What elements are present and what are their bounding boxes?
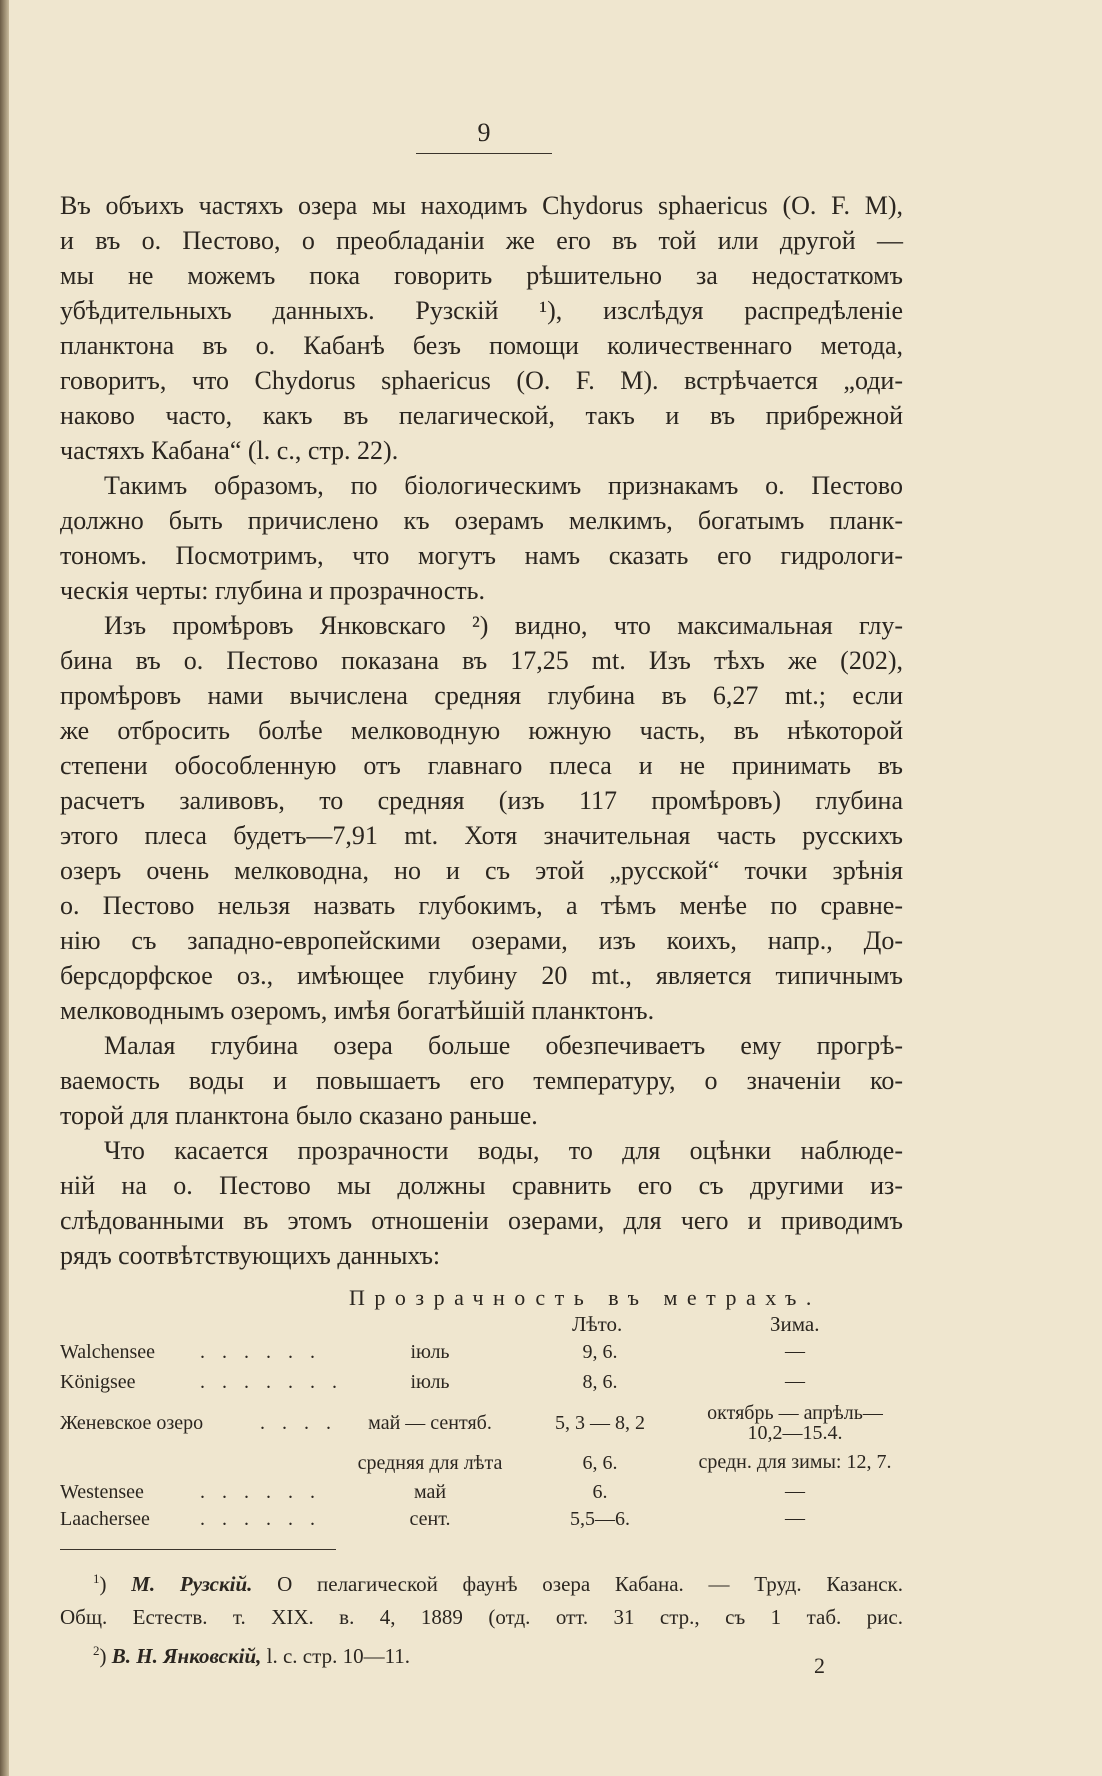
text-line: озеръ очень мелководна, но и съ этой „русской“ точки зрѣнія <box>60 856 903 885</box>
footnote-mark: 2 <box>93 1643 100 1658</box>
text-line: ній на о. Пестово мы должны сравнить его съ другими из- <box>60 1171 903 1200</box>
table-row-average <box>0 1452 1102 1482</box>
text-line: Такимъ образомъ, по біологическимъ признакамъ о. Пестово <box>104 471 903 500</box>
text-line: ческія черты: глубина и прозрачность. <box>60 576 486 605</box>
observation-months: сент. <box>409 1508 451 1530</box>
text-line: же отбросить болѣе мелководную южную часть, въ нѣкоторой <box>60 716 903 745</box>
text-line: должно быть причислено къ озерамъ мелкимъ, богатымъ планк- <box>60 506 903 535</box>
column-header-summer: Лѣто. <box>572 1312 623 1336</box>
body-text <box>60 188 903 1273</box>
winter-value-line-1: октябрь — апрѣль— <box>707 1402 883 1424</box>
lake-name: Walchensee <box>60 1341 155 1363</box>
table-row <box>0 1371 1102 1401</box>
paragraph-1 <box>60 188 903 468</box>
winter-value: средн. для зимы: 12, 7. <box>698 1451 892 1473</box>
footnote-author: В. Н. Янковскій, <box>111 1644 262 1668</box>
observation-months: май <box>413 1481 447 1503</box>
text-line: берсдорфское оз., имѣющее глубину 20 mt., является типичнымъ <box>60 961 903 990</box>
text-line: промѣровъ нами вычислена средняя глубина въ 6,27 mt.; если <box>60 681 903 710</box>
signature-mark: 2 <box>814 1653 825 1678</box>
footnotes <box>60 1562 903 1673</box>
summer-value: 5,5—6. <box>570 1508 630 1530</box>
observation-months: май — сентяб. <box>368 1412 492 1434</box>
footnote-text: О пелагической фаунѣ озера Кабана. — Труд. Казанск. <box>277 1572 904 1596</box>
page-number: 9 <box>477 118 491 147</box>
text-line: планктона въ о. Кабанѣ безъ помощи количественнаго метода, <box>60 331 903 360</box>
footnote-1-continued: Общ. Естеств. т. XIX. в. 4, 1889 (отд. отт. 31 стр., съ 1 таб. рис. <box>60 1605 903 1629</box>
summer-value: 9, 6. <box>582 1341 618 1363</box>
text-line: бина въ о. Пестово показана въ 17,25 mt. Изъ тѣхъ же (202), <box>60 646 903 675</box>
winter-value: — <box>785 1340 805 1362</box>
footnote-author: М. Рузскій. <box>131 1572 253 1596</box>
lake-name: Женевское озеро <box>60 1412 204 1434</box>
paragraph-2 <box>60 468 903 608</box>
text-line: Малая глубина озера больше обезпечиваетъ ему прогрѣ- <box>104 1031 903 1060</box>
table-row <box>0 1341 1102 1371</box>
winter-value <box>680 1403 910 1443</box>
summer-value: 6, 6. <box>582 1452 618 1474</box>
text-line: убѣдительныхъ данныхъ. Рузскій ¹), изслѣдуя распредѣленіе <box>60 296 903 325</box>
lake-name: Westensee <box>60 1481 144 1503</box>
observation-months: іюль <box>410 1341 450 1363</box>
text-line: нію съ западно-европейскими озерами, изъ коихъ, напр., До- <box>60 926 903 955</box>
table-row <box>0 1481 1102 1511</box>
footnote-2: $^2$) В. Н. Янковскій, l. c. стр. 10—11. <box>93 1643 411 1668</box>
text-line: говоритъ, что Chydorus sphaericus (O. F. M). встрѣчается „оди- <box>60 366 903 395</box>
lake-name: Laachersee <box>60 1508 150 1530</box>
table-row <box>0 1402 1102 1444</box>
text-line: ваемость воды и повышаетъ его температуру, о значеніи ко- <box>60 1066 903 1095</box>
table-row <box>0 1508 1102 1538</box>
text-line: слѣдованными въ этомъ отношеніи озерами, для чего и приводимъ <box>60 1206 903 1235</box>
winter-value: — <box>785 1480 805 1502</box>
winter-value-line-2: 10,2—15.4. <box>747 1422 843 1444</box>
text-line: расчетъ заливовъ, то средняя (изъ 117 промѣровъ) глубина <box>60 786 903 815</box>
leader-dots: . . . . . . <box>200 1508 321 1530</box>
observation-months: іюль <box>410 1371 450 1393</box>
summer-value: 8, 6. <box>582 1371 618 1393</box>
leader-dots: . . . . . . <box>200 1341 321 1363</box>
leader-dots: . . . . <box>260 1412 337 1434</box>
table-title: Прозрачность въ метрахъ. <box>349 1285 821 1310</box>
winter-value: — <box>785 1370 805 1392</box>
footnote-text: l. c. стр. 10—11. <box>266 1644 411 1668</box>
text-line: и въ о. Пестово, о преобладаніи же его въ той или другой — <box>60 226 903 255</box>
text-line: частяхъ Кабана“ (l. c., стр. 22). <box>60 436 399 465</box>
paragraph-5 <box>60 1133 903 1273</box>
text-line: мелководнымъ озеромъ, имѣя богатѣйшій планктонъ. <box>60 996 655 1025</box>
text-line: Что касается прозрачности воды, то для оцѣнки наблюде- <box>104 1136 903 1165</box>
text-line: наково часто, какъ въ пелагической, такъ и въ прибрежной <box>60 401 903 430</box>
summer-value: 6. <box>592 1481 608 1503</box>
footnote-1: $^1$) М. Рузскій. О пелагической фаунѣ озера Кабана. — Труд. Казанск. <box>93 1571 904 1596</box>
column-header-winter: Зима. <box>770 1312 820 1336</box>
text-line: рядъ соотвѣтствующихъ данныхъ: <box>60 1241 441 1270</box>
footnote-mark: 1 <box>93 1571 100 1586</box>
text-line: мы не можемъ пока говорить рѣшительно за недостаткомъ <box>60 261 903 290</box>
text-line: степени обособленную отъ главнаго плеса и не принимать въ <box>60 751 903 780</box>
average-label: средняя для лѣта <box>357 1452 503 1474</box>
leader-dots: . . . . . . <box>200 1481 321 1503</box>
footnote-rule <box>60 1549 336 1550</box>
text-line: Въ объихъ частяхъ озера мы находимъ Chydorus sphaericus (O. F. M), <box>60 191 903 220</box>
text-line: торой для планктона было сказано раньше. <box>60 1101 538 1130</box>
winter-value: — <box>785 1507 805 1529</box>
text-line: тономъ. Посмотримъ, что могутъ намъ сказать его гидрологи- <box>60 541 903 570</box>
paragraph-3 <box>60 608 903 1028</box>
summer-value: 5, 3 — 8, 2 <box>555 1412 645 1434</box>
text-line: этого плеса будетъ—7,91 mt. Хотя значительная часть русскихъ <box>60 821 903 850</box>
paragraph-4 <box>60 1028 903 1133</box>
leader-dots: . . . . . . . <box>200 1371 343 1393</box>
text-line: о. Пестово нельзя назвать глубокимъ, а тѣмъ менѣе по сравне- <box>60 891 903 920</box>
header-rule <box>416 153 552 154</box>
text-line: Изъ промѣровъ Янковскаго ²) видно, что максимальная глу- <box>104 611 903 640</box>
lake-name: Königsee <box>60 1371 136 1393</box>
